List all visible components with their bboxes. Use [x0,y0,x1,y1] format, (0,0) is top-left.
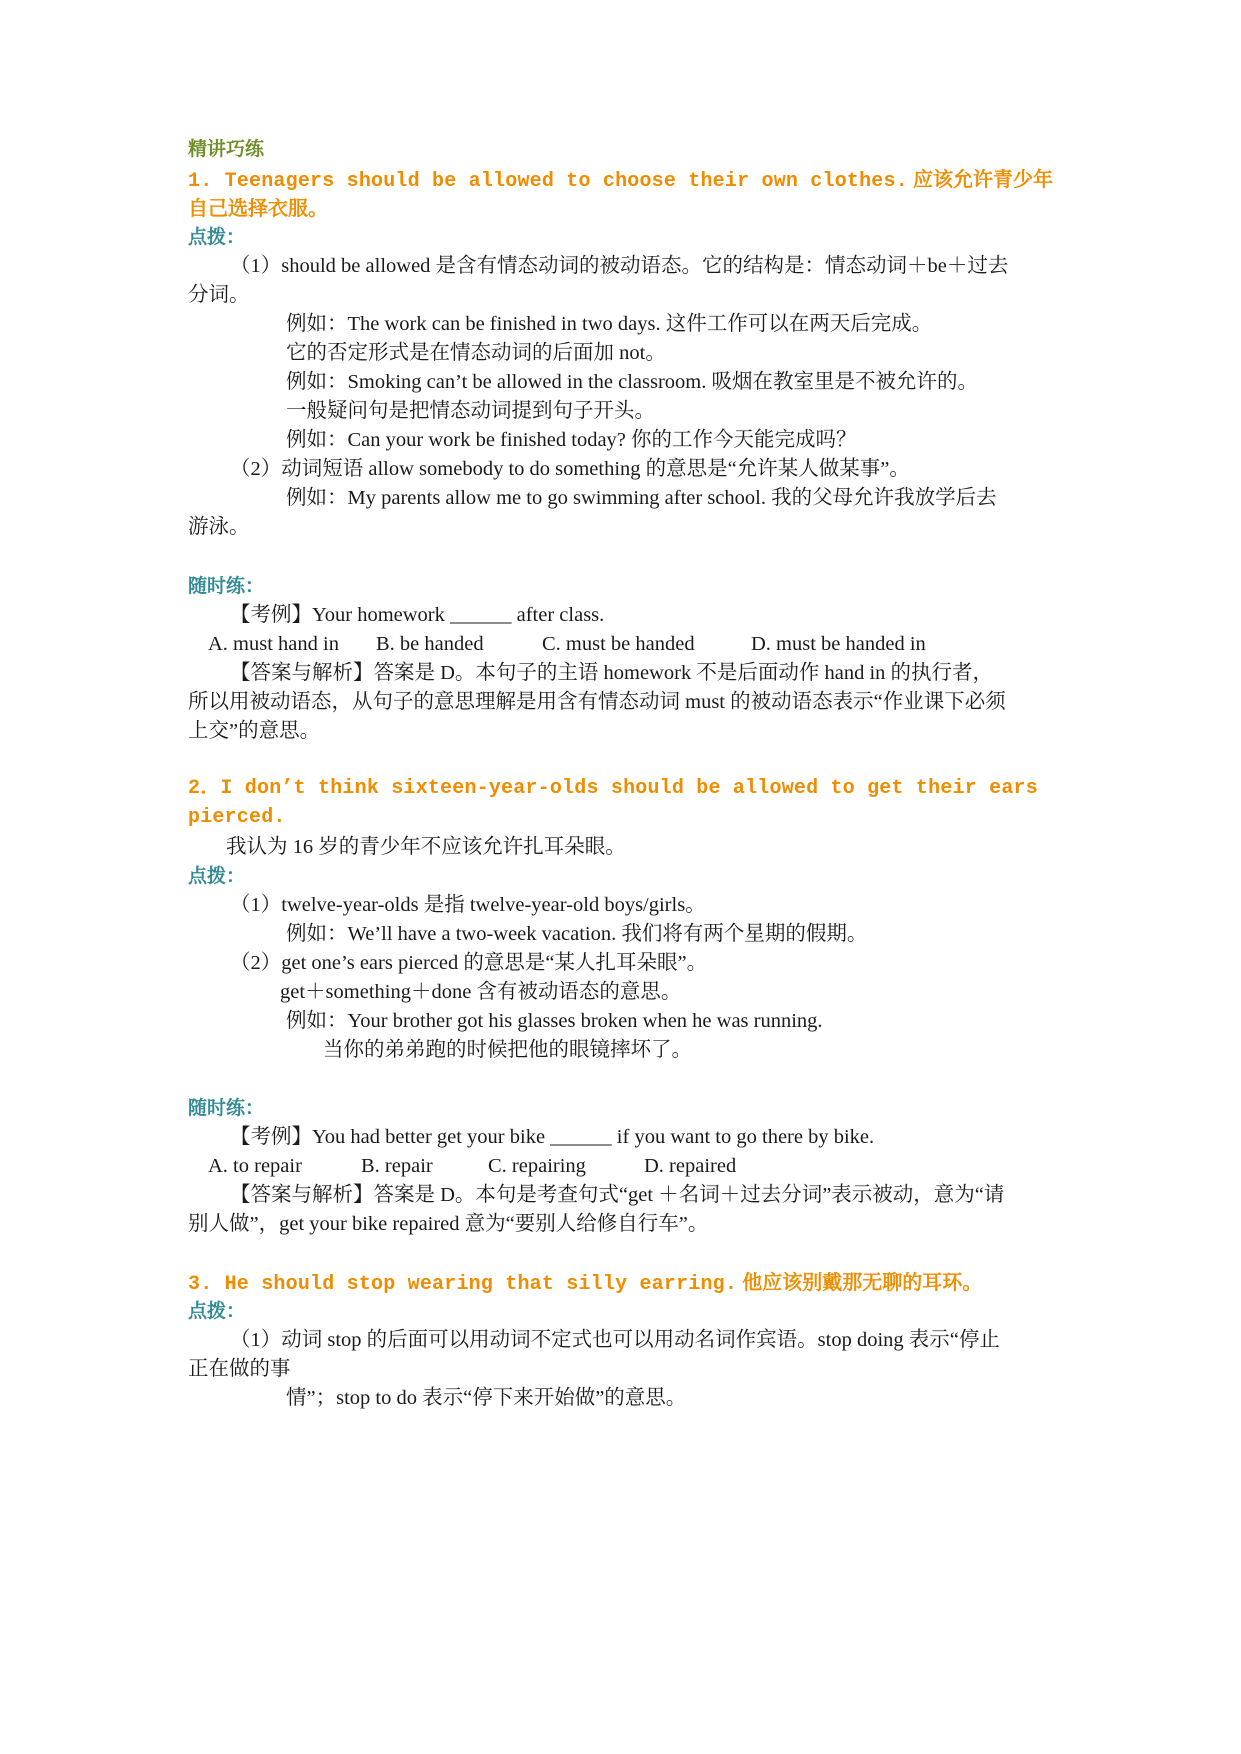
item2-ex2: 例如：Your brother got his glasses broken when he was running. [286,1010,823,1032]
item2-practice-label: 随时练： [188,1097,265,1119]
item1-answer-c: 上交”的意思。 [188,720,321,742]
item1-ex4a: 例如：My parents allow me to go swimming after school. 我的父母允许我放学后去 [286,487,997,509]
item3-title-cn: 他应该别戴那无聊的耳环。 [742,1270,983,1294]
item2-exam: 【考例】You had better get your bike ______ if you want to go there by bike. [230,1126,875,1148]
item3-p1a: （1）动词 stop 的后面可以用动词不定式也可以用动名词作宾语。stop doing 表示“停止 [230,1329,1000,1351]
item1-option-d: D. must be handed in [751,633,926,655]
item2-option-a: A. to repair [208,1155,302,1177]
item3-p1b: 正在做的事 [188,1358,291,1380]
item1-title-cn-2: 自己选择衣服。 [188,196,328,220]
section-title: 精讲巧练 [188,138,265,160]
item3-hint-label: 点拨： [188,1300,246,1322]
item3-title-en: 3. He should stop wearing that silly earring. [188,1273,738,1296]
item2-ex2-cn: 当你的弟弟跑的时候把他的眼镜摔坏了。 [323,1039,692,1061]
item2-p2: （2）get one’s ears pierced 的意思是“某人扎耳朵眼”。 [230,952,708,974]
item1-p1a: （1）should be allowed 是含有情态动词的被动语态。它的结构是：情态动词＋be＋过去 [230,255,1009,277]
item2-p1: （1）twelve-year-olds 是指 twelve-year-old boys/girls。 [230,894,706,916]
item1-title-cn: 应该允许青少年 [913,167,1054,191]
item1-answer-a: 【答案与解析】答案是 D。本句子的主语 homework 不是后面动作 hand in 的执行者， [230,662,994,684]
item2-translation: 我认为 16 岁的青少年不应该允许扎耳朵眼。 [226,836,626,858]
item2-p2b: get＋something＋done 含有被动语态的意思。 [280,981,682,1003]
item1-ex1: 例如：The work can be finished in two days. 这件工作可以在两天后完成。 [286,313,933,335]
item2-option-d: D. repaired [644,1155,737,1177]
item2-option-b: B. repair [361,1155,433,1177]
item1-question: 一般疑问句是把情态动词提到句子开头。 [286,400,655,422]
item2-title-b: pierced. [188,806,286,829]
item1-ex3: 例如：Can your work be finished today? 你的工作今天能完成吗？ [286,429,857,451]
item3-p1c: 情”；stop to do 表示“停下来开始做”的意思。 [286,1387,687,1409]
item2-options [208,1151,1058,1181]
item1-answer-b: 所以用被动语态，从句子的意思理解是用含有情态动词 must 的被动语态表示“作业课下必须 [188,691,1006,713]
item1-p2: （2）动词短语 allow somebody to do something 的意思是“允许某人做某事”。 [230,458,910,480]
item2-answer-b: 别人做”，get your bike repaired 意为“要别人给修自行车”。 [188,1213,709,1235]
item2-answer-a: 【答案与解析】答案是 D。本句是考查句式“get ＋名词＋过去分词”表示被动，意为“请 [230,1184,1005,1206]
item1-option-a: A. must hand in [208,633,339,655]
item1-title-en: 1. Teenagers should be allowed to choose their own clothes. [188,170,908,193]
item2-option-c: C. repairing [488,1155,586,1177]
item1-option-c: C. must be handed [542,633,695,655]
item1-p1b: 分词。 [188,284,250,306]
item1-options [208,629,1058,659]
item1-ex4b: 游泳。 [188,516,250,538]
item2-hint-label: 点拨： [188,865,246,887]
item2-title-a: 2．I don’t think sixteen-year-olds should be allowed to get their ears [188,777,1038,800]
item1-practice-label: 随时练： [188,575,265,597]
item1-ex2: 例如：Smoking can’t be allowed in the classroom. 吸烟在教室里是不被允许的。 [286,371,978,393]
item1-neg: 它的否定形式是在情态动词的后面加 not。 [286,342,666,364]
item1-option-b: B. be handed [376,633,484,655]
item3-title [188,1267,982,1300]
item1-hint-label: 点拨： [188,226,246,248]
item1-exam: 【考例】Your homework ______ after class. [230,604,605,626]
item2-ex1: 例如：We’ll have a two-week vacation. 我们将有两个星期的假期。 [286,923,868,945]
